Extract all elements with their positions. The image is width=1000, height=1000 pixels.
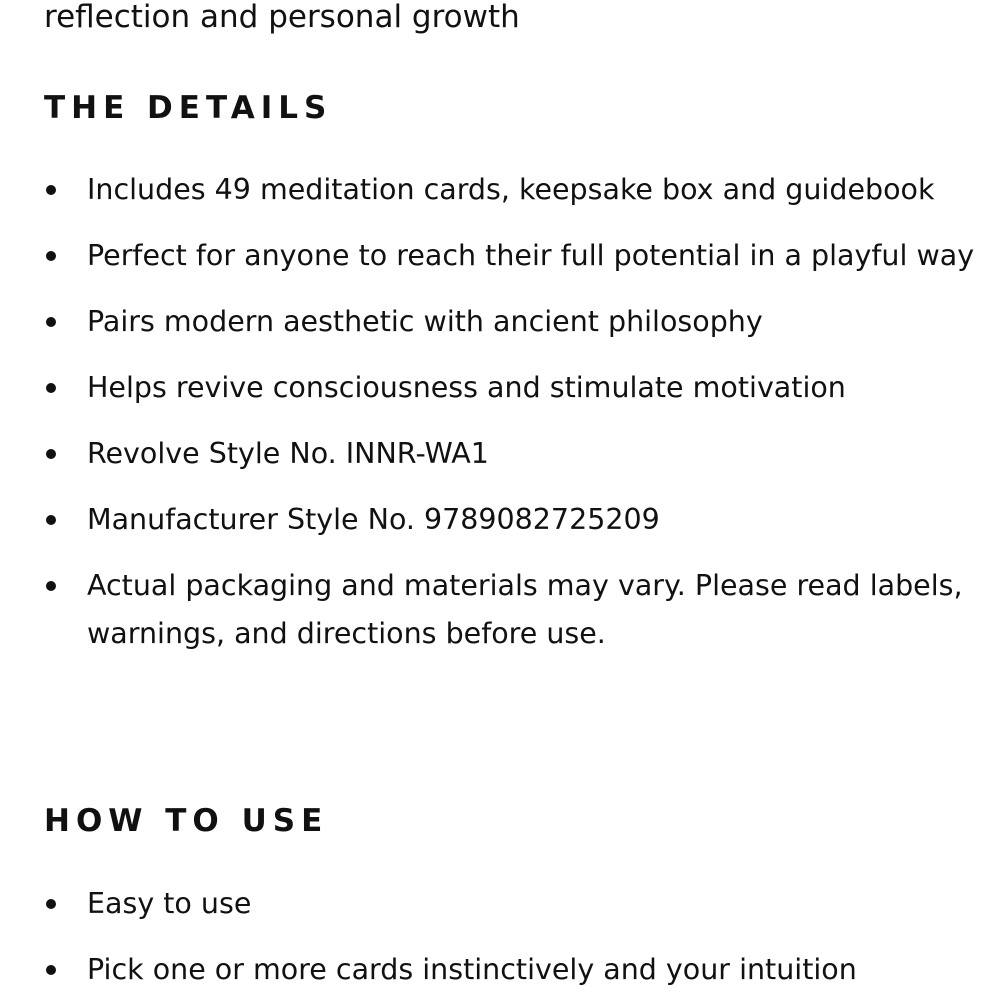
bullet-icon (46, 251, 56, 261)
list-item (0, 880, 1000, 928)
list-item (0, 496, 1000, 544)
list-item-text: Pick one or more cards instinctively and your intuition (87, 953, 857, 986)
list-item-text: Helps revive consciousness and stimulate motivation (87, 371, 846, 404)
bullet-icon (46, 449, 56, 459)
list-item-text: Perfect for anyone to reach their full potential in a playful way (87, 239, 975, 272)
bullet-icon (46, 185, 56, 195)
bullet-icon (46, 581, 56, 591)
list-item (0, 298, 1000, 346)
list-item-text: Actual packaging and materials may vary. Please read labels, warnings, and directions before use. (87, 569, 963, 650)
details-heading: THE DETAILS (44, 90, 333, 126)
bullet-icon (46, 965, 56, 975)
list-item (0, 946, 1000, 994)
list-item (0, 364, 1000, 412)
bullet-icon (46, 383, 56, 393)
bullet-icon (46, 317, 56, 327)
how-to-use-list (0, 880, 1000, 1000)
list-item (0, 166, 1000, 214)
list-item (0, 430, 1000, 478)
how-to-use-heading: HOW TO USE (44, 803, 329, 839)
list-item-text: Includes 49 meditation cards, keepsake box and guidebook (87, 173, 935, 206)
list-item-text: Revolve Style No. INNR-WA1 (87, 437, 489, 470)
details-list (0, 166, 1000, 676)
bullet-icon (46, 899, 56, 909)
list-item-text: Pairs modern aesthetic with ancient philosophy (87, 305, 763, 338)
intro-text: reflection and personal growth (44, 0, 520, 35)
list-item (0, 562, 1000, 658)
list-item (0, 232, 1000, 280)
list-item-text: Manufacturer Style No. 9789082725209 (87, 503, 660, 536)
list-item-text: Easy to use (87, 887, 252, 920)
bullet-icon (46, 515, 56, 525)
